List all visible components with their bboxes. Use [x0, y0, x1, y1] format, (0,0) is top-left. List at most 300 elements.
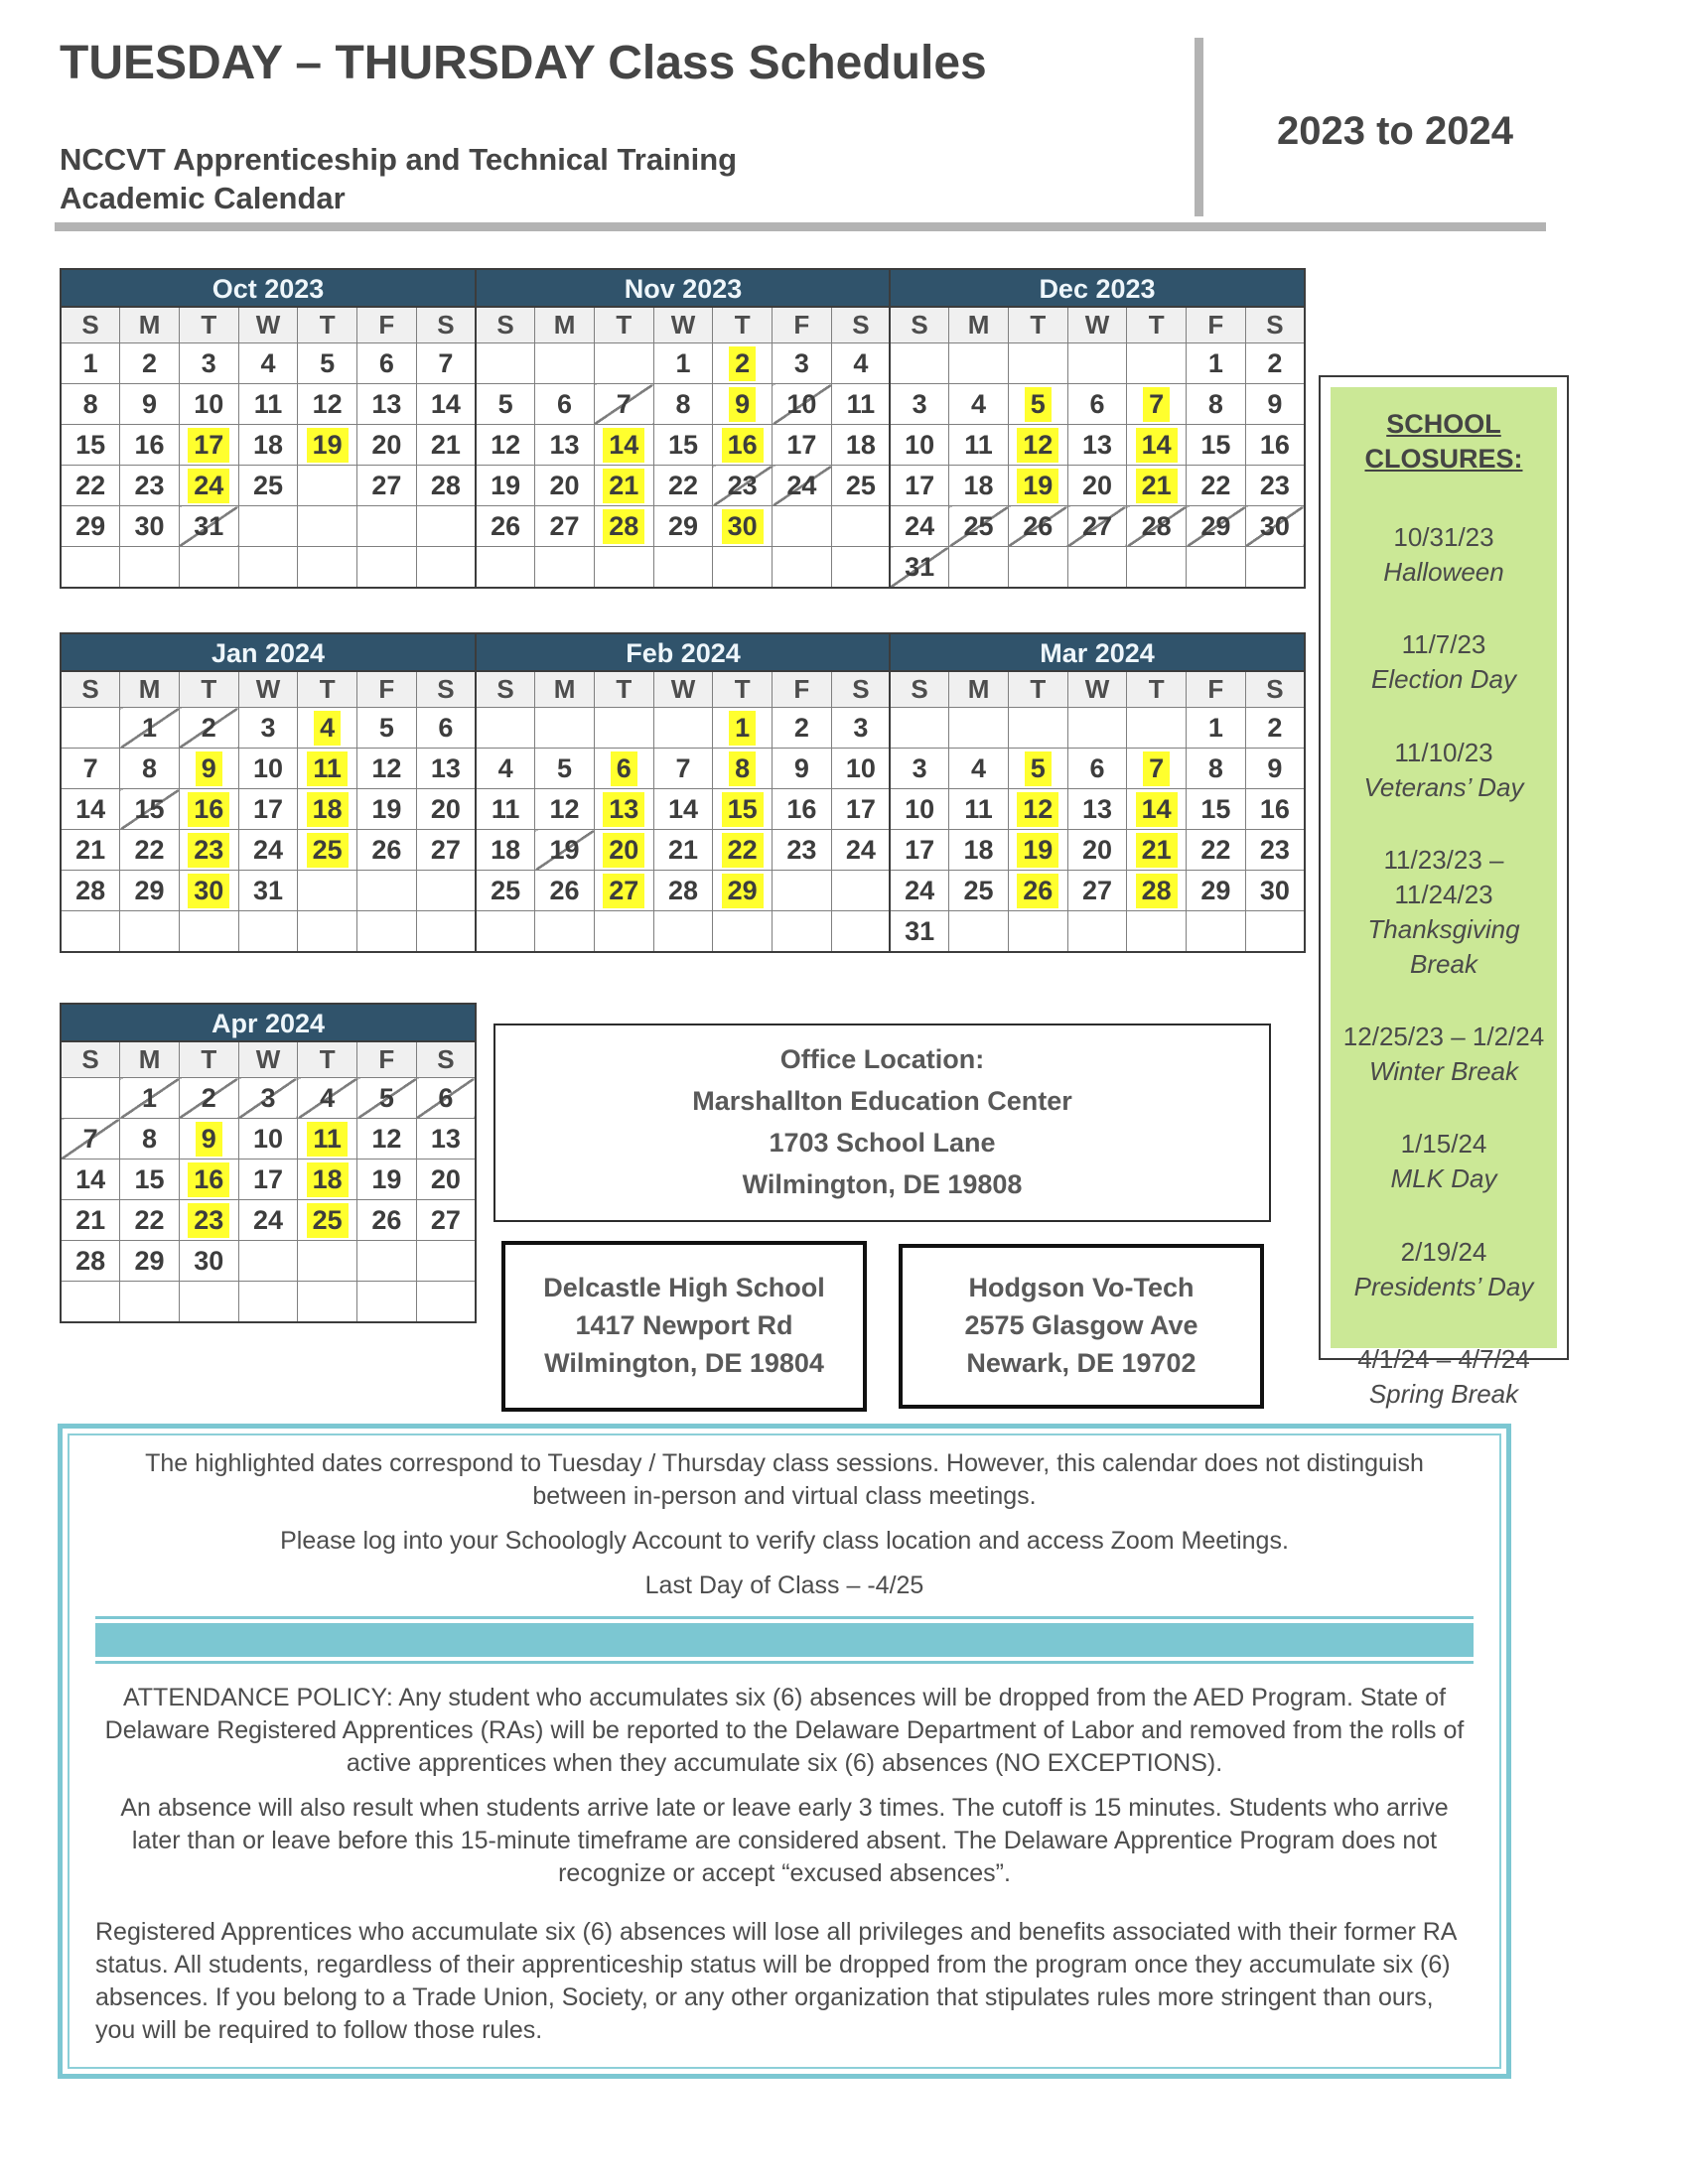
- date-cell: [416, 506, 476, 547]
- year-range: 2023 to 2024: [1277, 109, 1513, 153]
- month-title: Feb 2024: [475, 632, 892, 670]
- month-jan-2024: [60, 632, 477, 953]
- date-cell: 9: [1245, 384, 1305, 425]
- date-cell: 22: [1187, 466, 1246, 506]
- date-cell: 25: [238, 466, 298, 506]
- closure-item: [1335, 1342, 1553, 1412]
- day-header-cell: S: [61, 1041, 120, 1078]
- date-cell: [179, 1200, 238, 1241]
- date-cell: [1067, 547, 1127, 589]
- date-cell: [594, 789, 653, 830]
- date-cell: [476, 343, 535, 384]
- highlighted-date: 30: [188, 874, 229, 908]
- date-cell: 2: [1245, 708, 1305, 749]
- closures-title-line1: SCHOOL: [1386, 409, 1501, 439]
- date-cell: [1127, 343, 1187, 384]
- date-cell: [1008, 425, 1067, 466]
- month-mar-2024: [889, 632, 1306, 953]
- date-cell: 1: [61, 343, 120, 384]
- date-cell: [1008, 871, 1067, 911]
- date-cell: [179, 911, 238, 953]
- date-cell: [61, 708, 120, 749]
- day-header-cell: T: [298, 307, 357, 343]
- date-cell: [1067, 343, 1127, 384]
- date-cell: 17: [890, 830, 949, 871]
- date-cell: [1067, 911, 1127, 953]
- date-cell: 21: [653, 830, 713, 871]
- month-grid: [475, 670, 892, 953]
- notes-box: [58, 1424, 1511, 2079]
- school-closures-panel: [1319, 375, 1569, 1409]
- closure-date: 10/31/23: [1393, 522, 1494, 553]
- date-cell: 15: [1187, 789, 1246, 830]
- date-cell: [773, 911, 832, 953]
- date-cell: 18: [831, 425, 891, 466]
- subtitle-line2: Academic Calendar: [60, 180, 346, 215]
- date-cell: 6: [1067, 384, 1127, 425]
- date-cell: 3: [890, 384, 949, 425]
- month-title: Dec 2023: [889, 268, 1306, 306]
- day-header-cell: T: [1127, 307, 1187, 343]
- date-cell: 23: [773, 830, 832, 871]
- date-cell: [535, 911, 595, 953]
- highlighted-date: 1: [729, 711, 756, 746]
- date-cell: 13: [535, 425, 595, 466]
- date-cell: [713, 506, 773, 547]
- date-cell: 29: [1187, 506, 1246, 547]
- closure-item: [1335, 843, 1553, 982]
- date-cell: 14: [416, 384, 476, 425]
- day-header-cell: T: [594, 307, 653, 343]
- date-cell: 27: [416, 830, 476, 871]
- date-cell: 15: [653, 425, 713, 466]
- day-header-cell: F: [357, 1041, 417, 1078]
- day-header-cell: M: [120, 1041, 180, 1078]
- date-cell: 8: [1187, 384, 1246, 425]
- date-cell: 5: [535, 749, 595, 789]
- day-header-cell: M: [535, 307, 595, 343]
- closure-event: Thanksgiving Break: [1367, 913, 1520, 980]
- date-cell: [890, 343, 949, 384]
- closure-item: [1335, 1020, 1553, 1089]
- closures-list: [1335, 520, 1553, 1412]
- day-header-cell: S: [1245, 671, 1305, 708]
- highlighted-date: 14: [1136, 428, 1178, 463]
- date-cell: 3: [773, 343, 832, 384]
- highlighted-date: 11: [307, 751, 348, 786]
- date-cell: 4: [949, 749, 1009, 789]
- highlighted-date: 6: [611, 751, 637, 786]
- date-cell: [713, 789, 773, 830]
- day-header-cell: T: [179, 671, 238, 708]
- date-cell: 27: [416, 1200, 476, 1241]
- date-cell: [61, 1282, 120, 1323]
- day-header-cell: S: [1245, 307, 1305, 343]
- office-line1: Marshallton Education Center: [692, 1085, 1072, 1116]
- highlighted-date: 12: [1017, 792, 1058, 827]
- date-cell: 22: [1187, 830, 1246, 871]
- date-cell: 23: [1245, 466, 1305, 506]
- date-cell: [535, 547, 595, 589]
- notes-paragraph-highlight-info: The highlighted dates correspond to Tuesday / Thursday class sessions. However, this calendar does not distinguish between in-person and virtual class meetings.: [145, 1449, 1424, 1510]
- highlighted-date: 9: [729, 387, 756, 422]
- date-cell: 16: [1245, 789, 1305, 830]
- day-header-cell: T: [594, 671, 653, 708]
- date-cell: 16: [773, 789, 832, 830]
- date-cell: [1008, 749, 1067, 789]
- date-cell: 26: [476, 506, 535, 547]
- date-cell: 7: [61, 1119, 120, 1160]
- closure-date: 2/19/24: [1400, 1236, 1487, 1267]
- highlighted-date: 21: [1136, 469, 1178, 503]
- day-header-cell: T: [1127, 671, 1187, 708]
- date-cell: 5: [357, 708, 417, 749]
- day-header-cell: M: [949, 307, 1009, 343]
- month-apr-2024: [60, 1003, 477, 1323]
- date-cell: [831, 871, 891, 911]
- date-cell: 10: [890, 425, 949, 466]
- closure-item: [1335, 627, 1553, 697]
- date-cell: 12: [476, 425, 535, 466]
- highlighted-date: 19: [307, 428, 349, 463]
- date-cell: 3: [238, 1078, 298, 1119]
- day-header-cell: F: [1187, 671, 1246, 708]
- day-header-cell: S: [416, 671, 476, 708]
- date-cell: 27: [1067, 871, 1127, 911]
- highlighted-date: 18: [307, 792, 349, 827]
- date-cell: 11: [238, 384, 298, 425]
- date-cell: 5: [476, 384, 535, 425]
- date-cell: [416, 547, 476, 589]
- closure-item: [1335, 1235, 1553, 1304]
- date-cell: 29: [120, 871, 180, 911]
- closure-date: 11/7/23: [1401, 629, 1486, 660]
- day-header-cell: M: [949, 671, 1009, 708]
- notes-paragraph-registered-apprentices: Registered Apprentices who accumulate six (6) absences will lose all privileges and benefits associated with their former RA status. All students, regardless of their apprenticeship status will be dropped from the program once they accumulate six (6) absences. If you belong to a Trade Union, Society, or any other organization that stipulates rules more stringent than ours, you will be required to follow those rules.: [95, 1918, 1457, 2044]
- date-cell: 19: [476, 466, 535, 506]
- date-cell: [179, 425, 238, 466]
- date-cell: [357, 911, 417, 953]
- highlighted-date: 25: [307, 1203, 349, 1238]
- delcastle-line1: Delcastle High School: [543, 1273, 825, 1303]
- closure-event: Veterans’ Day: [1363, 771, 1524, 802]
- highlighted-date: 9: [196, 751, 222, 786]
- date-cell: 2: [179, 1078, 238, 1119]
- highlighted-date: 2: [729, 346, 756, 381]
- date-cell: 20: [535, 466, 595, 506]
- date-cell: [831, 547, 891, 589]
- date-cell: 24: [238, 1200, 298, 1241]
- date-cell: 18: [949, 466, 1009, 506]
- highlighted-date: 14: [1136, 792, 1178, 827]
- highlighted-date: 5: [1025, 387, 1052, 422]
- divider-hairline-bottom: [95, 1661, 1474, 1664]
- date-cell: 26: [357, 830, 417, 871]
- date-cell: [179, 547, 238, 589]
- day-header-cell: S: [890, 671, 949, 708]
- date-cell: 4: [298, 1078, 357, 1119]
- closures-title: [1335, 407, 1553, 477]
- date-cell: [298, 830, 357, 871]
- date-cell: [594, 343, 653, 384]
- date-cell: 18: [238, 425, 298, 466]
- date-cell: [179, 871, 238, 911]
- date-cell: 19: [357, 1160, 417, 1200]
- closure-item: [1335, 1127, 1553, 1196]
- highlighted-date: 13: [603, 792, 644, 827]
- date-cell: 27: [357, 466, 417, 506]
- date-cell: [61, 911, 120, 953]
- date-cell: 21: [61, 830, 120, 871]
- day-header-cell: S: [61, 671, 120, 708]
- date-cell: 8: [120, 1119, 180, 1160]
- day-header-cell: S: [476, 671, 535, 708]
- date-cell: 1: [1187, 708, 1246, 749]
- date-cell: [298, 1160, 357, 1200]
- date-cell: [713, 830, 773, 871]
- date-cell: 7: [653, 749, 713, 789]
- closure-item: [1335, 520, 1553, 590]
- date-cell: 5: [357, 1078, 417, 1119]
- date-cell: [1127, 547, 1187, 589]
- closures-title-line2: CLOSURES:: [1364, 444, 1523, 475]
- date-cell: 30: [1245, 506, 1305, 547]
- date-cell: 14: [61, 789, 120, 830]
- highlighted-date: 12: [1017, 428, 1058, 463]
- month-grid: [60, 1040, 477, 1323]
- date-cell: 18: [949, 830, 1009, 871]
- date-cell: [179, 1282, 238, 1323]
- date-cell: 16: [120, 425, 180, 466]
- date-cell: 17: [238, 1160, 298, 1200]
- date-cell: 1: [653, 343, 713, 384]
- day-header-cell: T: [713, 671, 773, 708]
- date-cell: 17: [831, 789, 891, 830]
- date-cell: [1067, 708, 1127, 749]
- date-cell: [357, 547, 417, 589]
- highlighted-date: 16: [188, 792, 229, 827]
- date-cell: 31: [890, 911, 949, 953]
- date-cell: 20: [1067, 830, 1127, 871]
- date-cell: 27: [1067, 506, 1127, 547]
- office-line3: Wilmington, DE 19808: [742, 1168, 1023, 1199]
- date-cell: [831, 911, 891, 953]
- date-cell: 31: [238, 871, 298, 911]
- notes-paragraph-attendance-policy: ATTENDANCE POLICY: Any student who accumulates six (6) absences will be dropped from the AED Program. State of Delaware Registered Apprentices (RAs) will be reported to the Delaware Department of Labor and removed from the rolls of active apprentices when they accumulate six (6) absences (NO EXCEPTIONS).: [104, 1684, 1465, 1777]
- highlighted-date: 4: [314, 711, 341, 746]
- highlighted-date: 29: [722, 874, 764, 908]
- hodgson-line3: Newark, DE 19702: [966, 1347, 1196, 1378]
- date-cell: [1127, 708, 1187, 749]
- date-cell: [653, 708, 713, 749]
- date-cell: [416, 911, 476, 953]
- date-cell: 11: [949, 425, 1009, 466]
- date-cell: 22: [61, 466, 120, 506]
- date-cell: [594, 425, 653, 466]
- day-header-cell: S: [831, 671, 891, 708]
- highlighted-date: 20: [603, 833, 644, 868]
- divider-bar: [95, 1623, 1474, 1657]
- date-cell: 4: [476, 749, 535, 789]
- closure-date: 11/10/23: [1394, 737, 1493, 767]
- highlighted-date: 21: [603, 469, 644, 503]
- date-cell: [61, 1078, 120, 1119]
- day-header-cell: F: [357, 307, 417, 343]
- date-cell: [1127, 466, 1187, 506]
- day-header-cell: T: [179, 1041, 238, 1078]
- date-cell: 1: [120, 708, 180, 749]
- date-cell: [416, 871, 476, 911]
- date-cell: 30: [120, 506, 180, 547]
- day-header-cell: T: [1008, 307, 1067, 343]
- date-cell: 25: [949, 871, 1009, 911]
- school-box-delcastle: [501, 1241, 867, 1412]
- vertical-divider: [1195, 38, 1203, 216]
- date-cell: [298, 1200, 357, 1241]
- date-cell: [713, 708, 773, 749]
- date-cell: 17: [238, 789, 298, 830]
- closure-date: 11/23/23 – 11/24/23: [1383, 844, 1504, 909]
- highlighted-date: 5: [1025, 751, 1052, 786]
- date-cell: 8: [120, 749, 180, 789]
- date-cell: 31: [179, 506, 238, 547]
- date-cell: [949, 708, 1009, 749]
- date-cell: 11: [831, 384, 891, 425]
- date-cell: [298, 425, 357, 466]
- date-cell: 3: [238, 708, 298, 749]
- date-cell: [713, 911, 773, 953]
- highlighted-date: 8: [729, 751, 756, 786]
- date-cell: [179, 830, 238, 871]
- date-cell: [238, 911, 298, 953]
- date-cell: [1008, 384, 1067, 425]
- month-title: Mar 2024: [889, 632, 1306, 670]
- date-cell: [1187, 911, 1246, 953]
- date-cell: 12: [298, 384, 357, 425]
- page-title: TUESDAY – THURSDAY Class Schedules: [60, 37, 987, 89]
- month-grid: [889, 670, 1306, 953]
- date-cell: [1008, 830, 1067, 871]
- date-cell: 31: [890, 547, 949, 589]
- highlighted-date: 23: [188, 1203, 229, 1238]
- date-cell: 10: [238, 749, 298, 789]
- date-cell: [1127, 830, 1187, 871]
- subtitle-line1: NCCVT Apprenticeship and Technical Training: [60, 142, 738, 177]
- month-title: Jan 2024: [60, 632, 477, 670]
- date-cell: 20: [1067, 466, 1127, 506]
- date-cell: 9: [1245, 749, 1305, 789]
- highlighted-date: 24: [188, 469, 229, 503]
- date-cell: 24: [773, 466, 832, 506]
- highlighted-date: 23: [188, 833, 229, 868]
- date-cell: 8: [1187, 749, 1246, 789]
- date-cell: 15: [120, 1160, 180, 1200]
- day-header-cell: S: [61, 307, 120, 343]
- date-cell: 29: [653, 506, 713, 547]
- month-oct-2023: [60, 268, 477, 589]
- date-cell: [773, 871, 832, 911]
- date-cell: 4: [238, 343, 298, 384]
- office-location-box: [493, 1024, 1271, 1222]
- divider-hairline-top: [95, 1616, 1474, 1619]
- date-cell: [594, 830, 653, 871]
- date-cell: 14: [61, 1160, 120, 1200]
- date-cell: 28: [61, 871, 120, 911]
- date-cell: [713, 343, 773, 384]
- date-cell: 17: [773, 425, 832, 466]
- date-cell: 11: [476, 789, 535, 830]
- date-cell: [298, 466, 357, 506]
- day-header-cell: S: [476, 307, 535, 343]
- highlighted-date: 15: [722, 792, 764, 827]
- date-cell: [298, 506, 357, 547]
- day-header-cell: M: [120, 307, 180, 343]
- date-cell: 29: [61, 506, 120, 547]
- date-cell: 4: [831, 343, 891, 384]
- date-cell: 4: [949, 384, 1009, 425]
- date-cell: [1127, 789, 1187, 830]
- hodgson-line2: 2575 Glasgow Ave: [964, 1310, 1198, 1341]
- closure-date: 1/15/24: [1400, 1129, 1487, 1160]
- highlighted-date: 9: [196, 1122, 222, 1157]
- date-cell: 28: [653, 871, 713, 911]
- highlighted-date: 27: [603, 874, 644, 908]
- month-grid: [889, 306, 1306, 589]
- date-cell: [298, 911, 357, 953]
- date-cell: [298, 789, 357, 830]
- highlighted-date: 16: [722, 428, 764, 463]
- date-cell: 30: [1245, 871, 1305, 911]
- date-cell: 20: [357, 425, 417, 466]
- closure-date: 4/1/24 – 4/7/24: [1357, 1343, 1530, 1374]
- day-header-cell: T: [179, 307, 238, 343]
- delcastle-line3: Wilmington, DE 19804: [544, 1347, 824, 1378]
- date-cell: [298, 708, 357, 749]
- date-cell: [120, 547, 180, 589]
- month-dec-2023: [889, 268, 1306, 589]
- date-cell: [653, 547, 713, 589]
- highlighted-date: 7: [1143, 387, 1170, 422]
- highlighted-date: 25: [307, 833, 349, 868]
- date-cell: [298, 749, 357, 789]
- day-header-cell: W: [1067, 671, 1127, 708]
- delcastle-line2: 1417 Newport Rd: [575, 1310, 793, 1341]
- date-cell: 17: [890, 466, 949, 506]
- date-cell: 13: [1067, 789, 1127, 830]
- date-cell: [476, 911, 535, 953]
- date-cell: 28: [1127, 506, 1187, 547]
- closure-event: MLK Day: [1390, 1163, 1497, 1194]
- date-cell: 22: [120, 830, 180, 871]
- notes-box-inner: [68, 1433, 1501, 2069]
- date-cell: 2: [179, 708, 238, 749]
- month-title: Oct 2023: [60, 268, 477, 306]
- day-header-cell: F: [1187, 307, 1246, 343]
- date-cell: 6: [416, 1078, 476, 1119]
- date-cell: [238, 506, 298, 547]
- date-cell: 30: [179, 1241, 238, 1282]
- date-cell: 13: [416, 1119, 476, 1160]
- day-header-cell: M: [535, 671, 595, 708]
- month-grid: [475, 306, 892, 589]
- date-cell: 13: [357, 384, 417, 425]
- notes-paragraph-last-day: Last Day of Class – -4/25: [644, 1571, 924, 1599]
- date-cell: 3: [831, 708, 891, 749]
- day-header-cell: W: [238, 307, 298, 343]
- date-cell: 9: [120, 384, 180, 425]
- date-cell: [179, 1160, 238, 1200]
- highlighted-date: 17: [188, 428, 229, 463]
